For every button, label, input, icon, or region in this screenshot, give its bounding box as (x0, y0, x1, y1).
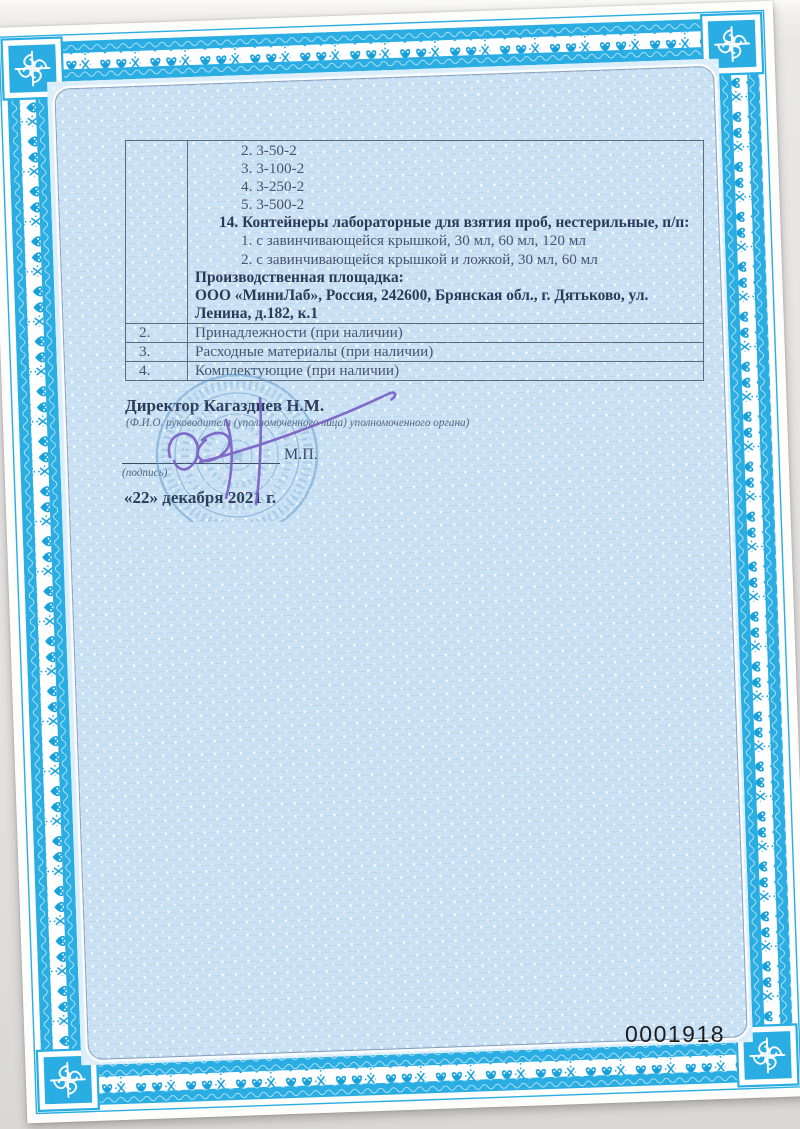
stamp-place-abbr: М.П. (284, 446, 318, 463)
official-stamp (140, 362, 410, 522)
list-item: 2. с завинчивающейся крышкой и ложкой, 30 мл, 60 мл (241, 250, 598, 268)
row-content-cell (188, 141, 704, 324)
production-site-value: ООО «МиниЛаб», Россия, 242600, Брянская обл., г. Дятьково, ул. Ленина, д.182, к.1 (195, 286, 649, 322)
row-number-cell (126, 141, 188, 324)
signature-caption: (подпись) (122, 467, 168, 479)
list-item: 2. 3-50-2 (241, 142, 297, 159)
list-item: 4. 3-250-2 (241, 178, 305, 196)
table-row (126, 141, 704, 324)
serial-number: 0001918 (625, 1021, 726, 1047)
list-item: 1. с завинчивающейся крышкой, 30 мл, 60 мл, 120 мл (241, 232, 586, 250)
row-content-cell: Комплектующие (при наличии) (188, 362, 704, 381)
items-table (125, 140, 704, 381)
row-content-cell: Расходные материалы (при наличии) (188, 343, 704, 362)
item-14-title: 14. Контейнеры лабораторные для взятия проб, нестерильные, п/п: (219, 214, 690, 232)
row-number-cell: 2. (126, 324, 188, 343)
production-site-label: Производственная площадка: (195, 268, 404, 286)
row-number-cell: 3. (126, 343, 188, 362)
list-item: 5. 3-500-2 (241, 196, 305, 214)
signature-scribble (169, 393, 395, 504)
stamp-rings (157, 375, 317, 522)
director-caption: (Ф.И.О. руководителя (уполномоченного лица) уполномоченного органа) (126, 417, 470, 429)
director-name-line: Директор Кагаздиев Н.М. (125, 396, 325, 415)
document-date: «22» декабря 2021 г. (124, 488, 277, 507)
row-content-cell: Принадлежности (при наличии) (188, 324, 704, 343)
list-item: 3. 3-100-2 (241, 160, 305, 178)
table-row (126, 324, 704, 343)
table-row (126, 343, 704, 362)
row-number-cell: 4. (126, 362, 188, 381)
